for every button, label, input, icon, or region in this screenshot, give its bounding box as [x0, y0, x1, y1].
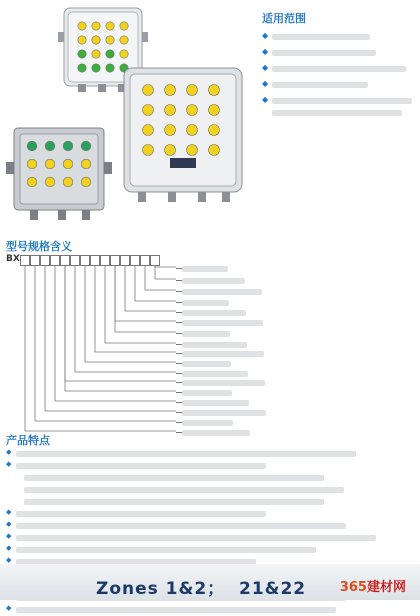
indicator-lamp-icon — [63, 177, 73, 187]
leader-line — [65, 266, 176, 381]
indicator-lamp-icon — [27, 177, 37, 187]
feature-item — [6, 448, 410, 459]
application-item — [262, 78, 414, 91]
bullet-icon: ◆ — [6, 508, 12, 516]
feature-text — [16, 607, 336, 613]
feature-item — [6, 532, 410, 543]
indicator-lamp-icon — [106, 50, 114, 58]
model-code-prefix: BX — [6, 254, 20, 264]
bullet-icon: ◆ — [262, 31, 269, 40]
indicator-lamp-icon — [78, 36, 86, 44]
feature-text — [16, 511, 266, 517]
feature-item — [6, 484, 410, 495]
feature-item — [6, 496, 410, 507]
leader-line — [115, 266, 176, 332]
leader-line — [25, 266, 176, 431]
leader-line — [155, 266, 176, 267]
application-item-text — [272, 66, 406, 72]
indicator-lamp-icon — [92, 22, 100, 30]
application-item — [262, 94, 414, 120]
leader-line — [75, 266, 176, 372]
bullet-icon: ◆ — [6, 448, 12, 456]
bullet-icon: ◆ — [6, 532, 12, 540]
indicator-lamp-icon — [106, 22, 114, 30]
application-item — [262, 62, 414, 75]
feature-text — [16, 523, 346, 529]
indicator-lamp-icon — [78, 50, 86, 58]
application-item-text — [272, 82, 368, 88]
model-heading: 型号规格含义 — [6, 240, 72, 253]
feature-text — [24, 475, 324, 481]
feature-item — [6, 472, 410, 483]
product-photo-steel-box — [6, 122, 114, 220]
application-item — [262, 46, 414, 59]
model-field-label — [182, 430, 250, 436]
application-item — [262, 30, 414, 43]
bullet-icon: ◆ — [262, 47, 269, 56]
indicator-lamp-icon — [45, 141, 55, 151]
product-photo-large-box — [118, 62, 248, 202]
indicator-lamp-icon — [187, 85, 198, 96]
indicator-lamp-icon — [209, 105, 220, 116]
indicator-lamp-icon — [45, 159, 55, 169]
application-heading: 适用范围 — [262, 12, 306, 25]
indicator-lamp-icon — [92, 50, 100, 58]
model-field-label — [182, 400, 249, 406]
footer-banner — [0, 564, 420, 600]
indicator-lamp-icon — [187, 145, 198, 156]
indicator-lamp-icon — [209, 85, 220, 96]
bullet-icon: ◆ — [6, 520, 12, 528]
bullet-icon: ◆ — [262, 63, 269, 72]
indicator-lamp-icon — [143, 145, 154, 156]
feature-item — [6, 460, 410, 471]
indicator-lamp-icon — [143, 85, 154, 96]
indicator-lamp-icon — [120, 50, 128, 58]
indicator-lamp-icon — [165, 125, 176, 136]
bullet-icon: ◆ — [6, 604, 12, 612]
model-field-label — [182, 351, 264, 357]
leader-line — [135, 266, 176, 301]
model-field-label — [182, 380, 265, 386]
zones-text: Zones 1&2； 21&22 — [96, 579, 307, 599]
feature-text — [16, 547, 316, 553]
indicator-lamp-icon — [81, 177, 91, 187]
indicator-lamp-icon — [106, 64, 114, 72]
feature-item — [6, 520, 410, 531]
leader-line — [145, 266, 176, 290]
leader-line — [35, 266, 176, 421]
indicator-lamp-icon — [92, 36, 100, 44]
feature-text — [16, 451, 356, 457]
model-field-label — [182, 371, 248, 377]
bullet-icon: ◆ — [6, 544, 12, 552]
indicator-lamp-icon — [143, 105, 154, 116]
indicator-lamp-icon — [81, 159, 91, 169]
indicator-lamp-icon — [187, 105, 198, 116]
feature-text — [16, 463, 266, 469]
bullet-icon: ◆ — [262, 95, 269, 104]
leader-line — [85, 266, 176, 362]
indicator-lamp-icon — [120, 36, 128, 44]
leader-line — [105, 266, 176, 343]
bullet-icon: ◆ — [6, 460, 12, 468]
leader-tick — [176, 432, 182, 433]
feature-item — [6, 544, 410, 555]
model-field-label — [182, 310, 246, 316]
model-field-label — [182, 289, 262, 295]
model-field-label — [182, 410, 266, 416]
leader-line — [115, 266, 176, 321]
feature-item — [6, 604, 410, 615]
feature-text — [24, 499, 324, 505]
indicator-lamp-icon — [120, 22, 128, 30]
application-item-text — [272, 50, 376, 56]
indicator-lamp-icon — [187, 125, 198, 136]
indicator-lamp-icon — [209, 145, 220, 156]
indicator-lamp-icon — [78, 22, 86, 30]
indicator-lamp-icon — [63, 159, 73, 169]
watermark-logo — [340, 576, 406, 595]
application-item-text — [272, 34, 370, 40]
bullet-icon: ◆ — [262, 79, 269, 88]
model-field-label — [182, 320, 263, 326]
indicator-lamp-icon — [92, 64, 100, 72]
leader-line — [125, 266, 176, 311]
indicator-lamp-icon — [27, 159, 37, 169]
feature-text — [24, 487, 344, 493]
feature-text — [16, 535, 376, 541]
indicator-lamp-icon — [27, 141, 37, 151]
indicator-lamp-icon — [165, 145, 176, 156]
indicator-lamp-icon — [45, 177, 55, 187]
features-heading: 产品特点 — [6, 434, 50, 447]
indicator-lamp-icon — [81, 141, 91, 151]
watermark-number: 365 — [339, 580, 367, 595]
indicator-lamp-icon — [106, 36, 114, 44]
bullet-icon: ◆ — [6, 556, 12, 564]
indicator-lamp-icon — [165, 105, 176, 116]
indicator-lamp-icon — [63, 141, 73, 151]
watermark-text: 建材网 — [366, 580, 406, 595]
indicator-lamp-icon — [209, 125, 220, 136]
leader-line — [155, 266, 176, 279]
model-code-leader-lines — [0, 262, 190, 432]
indicator-lamp-icon — [165, 85, 176, 96]
application-item-text-line2 — [272, 110, 402, 116]
indicator-lamp-icon — [78, 64, 86, 72]
feature-item — [6, 508, 410, 519]
indicator-lamp-icon — [143, 125, 154, 136]
application-list — [262, 30, 414, 123]
application-item-text — [272, 98, 412, 104]
model-field-label — [182, 342, 247, 348]
